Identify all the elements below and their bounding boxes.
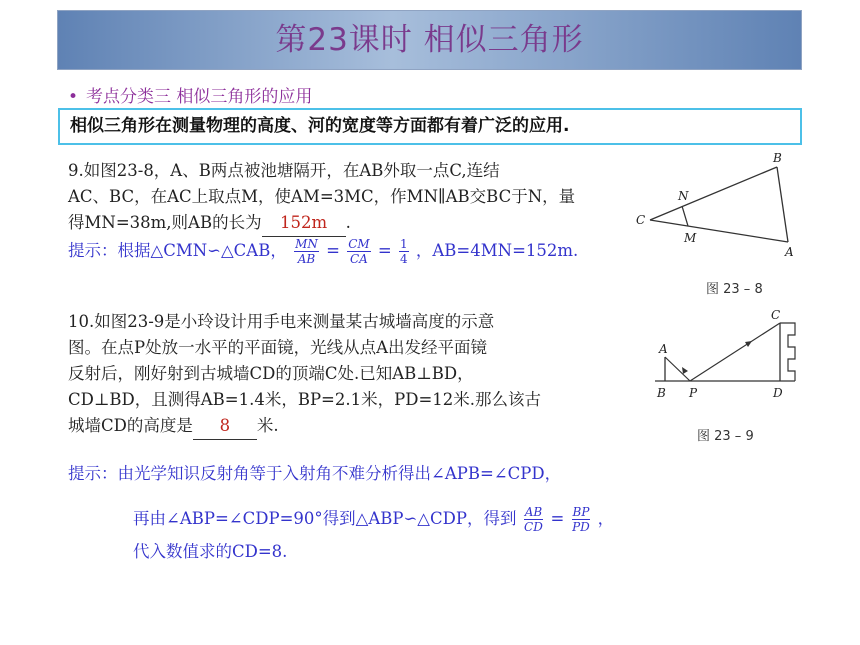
equals-sign: =: [377, 241, 392, 260]
figure-23-9: [645, 305, 805, 445]
q10-hint-line2-suffix: ，: [597, 509, 615, 528]
figure-caption: 图 23 – 8: [706, 282, 763, 297]
q10-hint-line1: 提示：由光学知识反射角等于入射角不难分析得出∠APB=∠CPD，: [68, 464, 562, 483]
q9-line-text: 得MN=38m,则AB的长为: [68, 213, 262, 232]
equals-sign: =: [326, 241, 340, 260]
label-n: N: [678, 189, 689, 203]
label-p: P: [689, 386, 698, 400]
q10-hint-line2: [133, 505, 614, 534]
q10-hint-line2-prefix: 再由∠ABP=∠CDP=90°得到△ABP∽△CDP，得到: [133, 509, 517, 528]
fraction-mn-ab: [294, 237, 319, 266]
q10-answer: 8: [193, 413, 257, 440]
q9-hint-suffix: ，AB=4MN=152m.: [415, 241, 579, 260]
q9-line-text: .: [345, 213, 351, 232]
slide-title: 第23课时 相似三角形: [275, 22, 584, 58]
label-a: A: [659, 342, 668, 356]
bullet-dot-icon: •: [68, 87, 79, 107]
title-banner: [57, 10, 802, 70]
q9-answer: 152m: [262, 210, 346, 237]
label-a: A: [785, 245, 794, 259]
q10-line: CD⊥BD，且测得AB=1.4米，BP=2.1米，PD=12米.那么该古: [68, 390, 542, 409]
fraction-ab-cd: [524, 505, 543, 534]
section-label: 考点分类三 相似三角形的应用: [86, 87, 313, 107]
fraction-bp-pd: [572, 505, 591, 534]
label-c: C: [636, 213, 646, 227]
q9-hint: [68, 237, 578, 266]
frac-num: CM: [348, 237, 370, 251]
q10-line: [68, 413, 541, 440]
label-d: D: [773, 386, 783, 400]
q10-line: 10.如图23-9是小玲设计用手电来测量某古城墙高度的示意: [68, 312, 495, 331]
q10-line-text: 米.: [256, 416, 279, 435]
frac-den: PD: [572, 520, 590, 534]
q9-line: [68, 210, 575, 237]
label-m: M: [684, 231, 697, 245]
q10-line: 图。在点P处放一水平的平面镜，光线从点A出发经平面镜: [68, 338, 488, 357]
label-b: B: [657, 386, 666, 400]
q10-hint-line3: 代入数值求的CD=8.: [133, 542, 288, 561]
frac-num: 1: [400, 237, 408, 251]
question-9: [68, 158, 575, 237]
equals-sign: =: [550, 509, 565, 528]
figure-23-8: [630, 150, 800, 300]
section-heading: [68, 82, 312, 107]
frac-num: BP: [572, 505, 590, 519]
q9-hint-prefix: 提示：根据△CMN∽△CAB，: [68, 241, 287, 260]
triangle-diagram: [630, 150, 800, 265]
fraction-1-4: [399, 237, 409, 266]
wall-diagram: [645, 305, 805, 405]
question-10: [68, 309, 541, 440]
figure-caption: 图 23 – 9: [697, 429, 754, 444]
frac-num: MN: [295, 237, 318, 251]
label-b: B: [773, 151, 782, 165]
q9-line: AC、BC，在AC上取点M，使AM=3MC，作MN∥AB交BC于N，量: [68, 187, 576, 206]
frac-num: AB: [524, 505, 543, 519]
key-point-box: [58, 108, 802, 145]
frac-den: AB: [297, 252, 316, 266]
frac-den: 4: [400, 252, 408, 266]
q10-line-text: 城墙CD的高度是: [68, 416, 193, 435]
q9-line: 9.如图23-8，A、B两点被池塘隔开，在AB外取一点C,连结: [68, 161, 500, 180]
q10-line: 反射后，刚好射到古城墙CD的顶端C处.已知AB⊥BD，: [68, 364, 474, 383]
fraction-cm-ca: [347, 237, 370, 266]
key-point-text: 相似三角形在测量物理的高度、河的宽度等方面都有着广泛的应用.: [70, 116, 570, 136]
frac-den: CD: [524, 520, 543, 534]
frac-den: CA: [350, 252, 368, 266]
label-c: C: [771, 308, 781, 322]
